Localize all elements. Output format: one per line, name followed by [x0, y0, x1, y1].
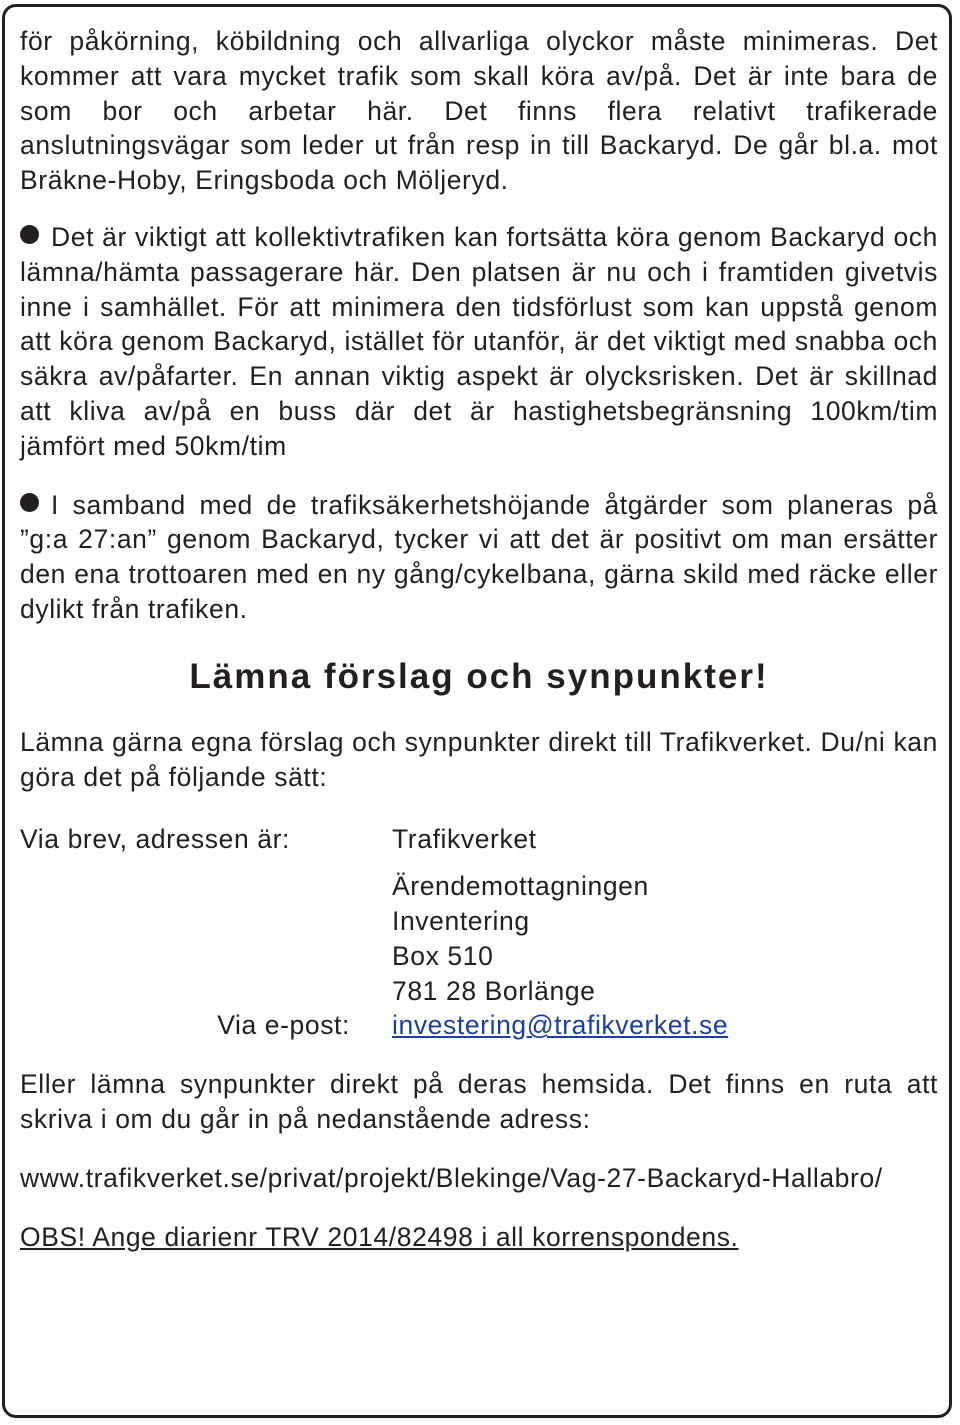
- email-link[interactable]: investering@trafikverket.se: [392, 1010, 729, 1041]
- address-line: Inventering: [392, 905, 530, 936]
- section-heading: Lämna förslag och synpunkter!: [189, 656, 769, 696]
- post-label: Via brev, adressen är:: [20, 824, 290, 855]
- bullet-item-public-transport: [20, 220, 938, 464]
- bullet-text: I samband med de trafiksäkerhetshöjande åtgärder som planeras på ”g:a 27:an” genom Backaryd, tycker vi att det är positivt om man ersätter den ena trottoaren med en ny gång/cykelbana, gärna skild med räcke eller dylikt från trafiken.: [20, 489, 938, 624]
- website-paragraph: Eller lämna synpunkter direkt på deras hemsida. Det finns en ruta att skriva i om du går in på nedanstående adress:: [20, 1069, 938, 1134]
- email-label: Via e-post:: [217, 1010, 350, 1041]
- address-lines: [372, 869, 938, 1008]
- address-line: Box 510: [392, 940, 494, 971]
- document-content: [20, 24, 938, 1254]
- suggestions-intro: Lämna gärna egna förslag och synpunkter direkt till Trafikverket. Du/ni kan göra det på följande sätt:: [20, 726, 938, 792]
- contact-address-block: [20, 822, 938, 1043]
- bullet-item-cycle-path: [20, 488, 938, 627]
- recipient-name: Trafikverket: [392, 824, 537, 855]
- address-line: 781 28 Borlänge: [392, 975, 596, 1006]
- obs-note: OBS! Ange diarienr TRV 2014/82498 i all korrenspondens.: [20, 1221, 739, 1252]
- bullet-dot-icon: [20, 225, 39, 244]
- bullet-dot-icon: [20, 493, 39, 512]
- website-url[interactable]: www.trafikverket.se/privat/projekt/Blekinge/Vag-27-Backaryd-Hallabro/: [20, 1162, 883, 1193]
- bullet-text: Det är viktigt att kollektivtrafiken kan fortsätta köra genom Backaryd och lämna/hämta passagerare här. Den platsen är nu och i framtiden givetvis inne i samhället. För att minimera den tidsförlust som kan uppstå genom att köra genom Backaryd, istället för utanför, är det viktigt med snabba och säkra av/påfarter. En annan viktig aspekt är olycksrisken. Det är skillnad att kliva av/på en buss där det är hastighetsbegränsning 100km/tim jämfört med 50km/tim: [20, 221, 938, 461]
- address-line: Ärendemottagningen: [392, 871, 649, 902]
- address-spacer: [20, 857, 372, 1008]
- intro-paragraph: för påkörning, köbildning och allvarliga olyckor måste minimeras. Det kommer att vara mycket trafik som skall köra av/på. Det är inte bara de som bor och arbetar här. Det finns flera relativt trafikerade anslutningsvägar som leder ut från resp in till Backaryd. De går bl.a. mot Bräkne-Hoby, Eringsboda och Möljeryd.: [20, 26, 938, 196]
